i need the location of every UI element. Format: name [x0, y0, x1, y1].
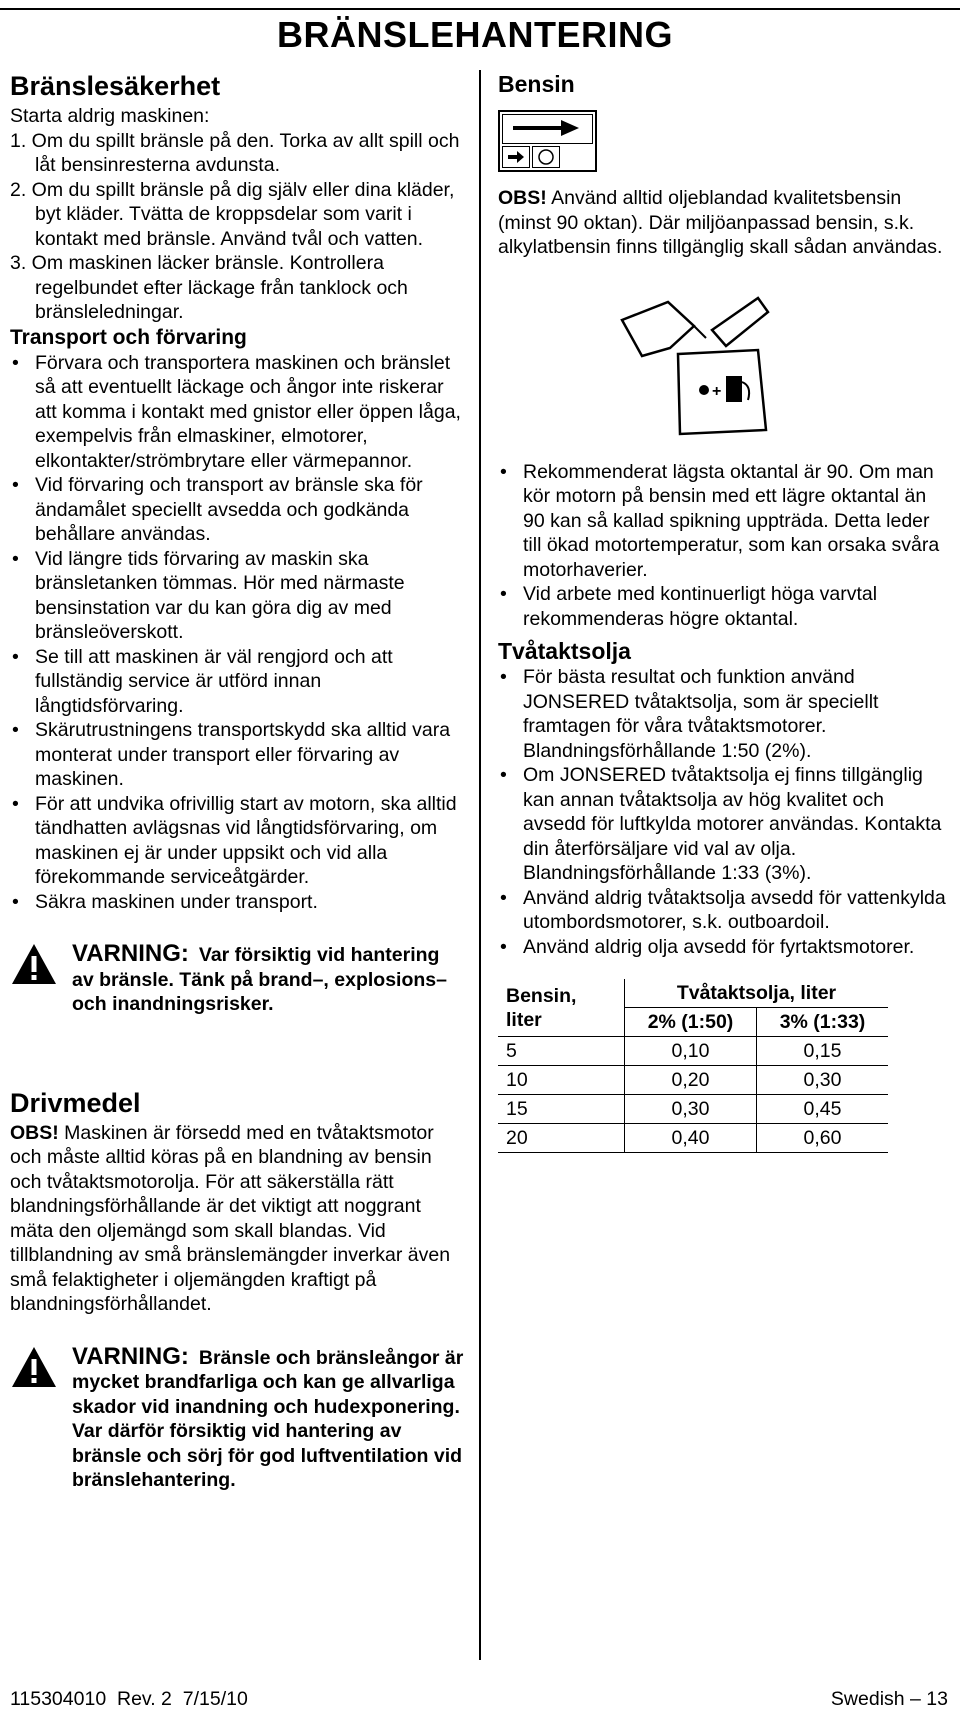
petrol-list — [498, 460, 950, 632]
table-subheader: 2% (1:50) — [625, 1008, 757, 1037]
transport-list — [10, 351, 465, 915]
warning-label: VARNING: — [72, 1342, 189, 1370]
obs-label: OBS! — [10, 1121, 59, 1144]
transport-heading: Transport och förvaring — [10, 325, 247, 349]
table-row: 5 0,10 0,15 — [498, 1037, 888, 1066]
obs-label: OBS! — [498, 187, 547, 209]
petrol-paragraph: OBS! Använd alltid oljeblandad kvalitetsbensin (minst 90 oktan). Där miljöanpassad bensin, s.k. alkylatbensin finns tillgänglig skall sådan användas. — [498, 187, 943, 258]
left-column — [10, 70, 465, 1493]
oil-item: • För bästa resultat och funktion använd JONSERED tvåtaktsolja, som är speciellt framtagen för våra tvåtaktsmotorer. Blandningsförhållande 1:50 (2%). — [500, 666, 879, 762]
page-title: BRÄNSLEHANTERING — [276, 14, 673, 55]
petrol-item: • Vid arbete med kontinuerligt höga varvtal rekommenderas högre oktantal. — [500, 583, 878, 630]
warning-text: Var försiktig vid hantering av bränsle. Tänk på brand–, explosions– och inandningsrisker. — [72, 944, 447, 1015]
footer-doc-id: 115304010 Rev. 2 7/15/10 — [10, 1688, 248, 1710]
warning-triangle-icon — [10, 1345, 58, 1493]
warning-label: VARNING: — [72, 940, 189, 967]
safety-item: 3. Om maskinen läcker bränsle. Kontrollera regelbundet efter läckage från tanklock och bränsleledningar. — [10, 252, 408, 323]
column-divider — [479, 70, 481, 1660]
safety-intro: Starta aldrig maskinen: — [10, 105, 210, 127]
warning-fuel-handling — [10, 942, 465, 1017]
transport-item: • Vid längre tids förvaring av maskin ska bränsletanken tömmas. Hör med närmaste bensinstation var du kan göra dig av med bränsleöverskott. — [12, 547, 405, 643]
header-rule — [0, 8, 960, 10]
fuel-heading: Drivmedel — [10, 1087, 141, 1118]
transport-item: • Skärutrustningens transportskydd ska alltid vara monterat under transport eller förvaring av maskinen. — [12, 719, 451, 790]
petrol-heading: Bensin — [498, 71, 575, 97]
safety-item: 1. Om du spillt bränsle på den. Torka av allt spill och låt bensinresterna avdunsta. — [10, 129, 460, 176]
transport-item: • Se till att maskinen är väl rengjord och att fullständig service är utförd innan långtidsförvaring. — [12, 645, 393, 717]
warning-triangle-icon — [10, 942, 58, 1017]
right-column — [498, 70, 950, 1153]
table-row: 10 0,20 0,30 — [498, 1066, 888, 1095]
mixing-table — [498, 979, 888, 1153]
safety-list — [10, 129, 465, 325]
fuel-paragraph: OBS! Maskinen är försedd med en tvåtaktsmotor och måste alltid köras på en blandning av bensin och tvåtaktsmotorolja. För att säkerställa rätt blandningsförhållande är det viktigt att noggrant mäta den oljemängd som skall blandas. Vid tillblandning av små bränslemängder inverkar även små felaktigheter i oljemängden kraftigt på blandningsförhållandet. — [10, 1121, 451, 1315]
warning-fuel-vapor — [10, 1342, 465, 1493]
safety-item: 2. Om du spillt bränsle på dig själv eller dina kläder, byt kläder. Tvätta de kroppsdelar som varit i kontakt med bränsle. Använd tvål och vatten. — [10, 178, 455, 250]
safety-heading: Bränslesäkerhet — [10, 71, 221, 101]
table-row: 20 0,40 0,60 — [498, 1124, 888, 1153]
footer-page-number: Swedish – 13 — [830, 1688, 948, 1710]
transport-item: • Säkra maskinen under transport. — [12, 890, 318, 913]
oil-item: • Om JONSERED tvåtaktsolja ej finns tillgänglig kan annan tvåtaktsolja av hög kvalitet och avsedd för luftkylda motorer användas. Kontakta din återförsäljare vid val av olja. Blandningsförhållande 1:33 (3%). — [500, 764, 942, 884]
oil-item: • Använd aldrig olja avsedd för fyrtaktsmotorer. — [500, 935, 915, 958]
table-header-oil: Tvåtaktsolja, liter — [625, 979, 889, 1008]
table-row: 15 0,30 0,45 — [498, 1095, 888, 1124]
transport-item: • Vid förvaring och transport av bränsle ska för ändamålet speciellt avsedda och godkända behållare användas. — [12, 474, 423, 545]
oil-list — [498, 665, 950, 959]
oil-item: • Använd aldrig tvåtaktsolja avsedd för vattenkylda utombordsmotorer, s.k. outboardoil. — [500, 886, 946, 933]
petrol-item: • Rekommenderat lägsta oktantal är 90. Om man kör motorn på bensin med ett lägre oktantal än 90 kan så kallad spikning uppträda. Detta leder till ökad motortemperatur, som kan orsaka svåra motorhaverier. — [500, 460, 940, 581]
transport-item: • Förvara och transportera maskinen och bränslet så att eventuellt läckage och ångor inte riskerar att komma i kontakt med gnistor eller öppen låga, exempelvis från elmaskiner, elmotorer, elkontakter/strömbrytare eller värmepannor. — [12, 351, 461, 472]
fuel-pump-sign-icon — [498, 110, 597, 172]
transport-item: • För att undvika ofrivillig start av motorn, ska alltid tändhatten avlägsnas vid långtidsförvaring, om maskinen ej är under uppsikt och vid alla förekommande serviceåtgärder. — [12, 792, 457, 888]
fuel-can-illustration — [608, 290, 778, 440]
warning-text: Bränsle och bränsleångor är mycket brandfarliga och kan ge allvarliga skador vid inandning och hudexponering. Var därför försiktig vid hantering av bränsle och sörj för god luftventilation vid bränslehantering. — [72, 1346, 464, 1491]
svg-text:+: + — [712, 382, 722, 400]
table-subheader: 3% (1:33) — [757, 1008, 889, 1037]
oil-heading: Tvåtaktsolja — [498, 638, 631, 664]
table-header-petrol: Bensin, liter — [498, 979, 625, 1037]
